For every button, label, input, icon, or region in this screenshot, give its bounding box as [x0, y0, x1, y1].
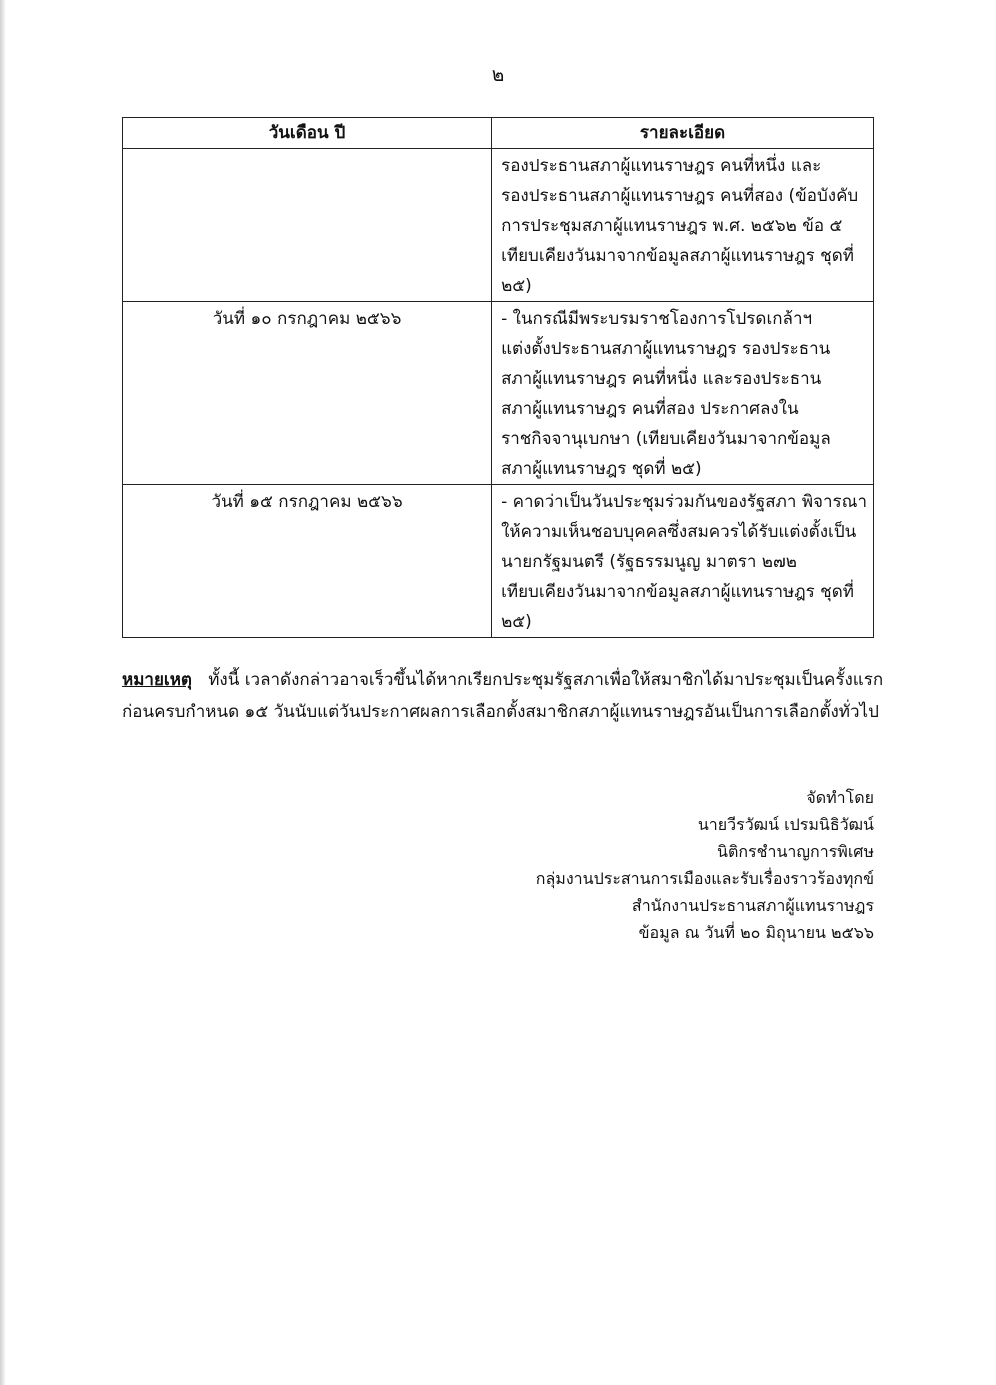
- detail-line: เทียบเคียงวันมาจากข้อมูลสภาผู้แทนราษฎร ชุดที่: [501, 246, 854, 266]
- detail-cell: [492, 149, 874, 302]
- detail-line: การประชุมสภาผู้แทนราษฎร พ.ศ. ๒๕๖๒ ข้อ ๕: [501, 216, 843, 236]
- page-edge-shadow: [0, 0, 6, 1385]
- detail-line: สภาผู้แทนราษฎร คนที่สอง ประกาศลงใน: [501, 399, 799, 419]
- remark-text-2: ก่อนครบกำหนด ๑๕ วันนับแต่วันประกาศผลการเลือกตั้งสมาชิกสภาผู้แทนราษฎรอันเป็นการเลือกตั้งทั่วไป: [122, 702, 879, 722]
- detail-line: ๒๕): [501, 276, 532, 296]
- schedule-table: [122, 117, 874, 638]
- date-cell: วันที่ ๑๐ กรกฎาคม ๒๕๖๖: [123, 302, 492, 485]
- page-number: ๒: [491, 64, 505, 86]
- detail-line: ๒๕): [501, 612, 532, 632]
- table-row: [123, 485, 874, 638]
- detail-line: สภาผู้แทนราษฎร ชุดที่ ๒๕): [501, 459, 702, 479]
- signature-block: [536, 784, 874, 946]
- table-row: [123, 149, 874, 302]
- detail-line: ราชกิจจานุเบกษา (เทียบเคียงวันมาจากข้อมูล: [501, 429, 831, 449]
- author-name: นายวีรวัฒน์ เปรมนิธิวัฒน์: [697, 815, 874, 834]
- detail-cell: [492, 302, 874, 485]
- detail-line: สภาผู้แทนราษฎร คนที่หนึ่ง และรองประธาน: [501, 369, 822, 389]
- author-division: กลุ่มงานประสานการเมืองและรับเรื่องราวร้องทุกข์: [535, 869, 874, 888]
- header-date: วันเดือน ปี: [123, 118, 492, 149]
- data-as-of-date: ข้อมูล ณ วันที่ ๒๐ มิถุนายน ๒๕๖๖: [638, 923, 874, 942]
- detail-line: - ในกรณีมีพระบรมราชโองการโปรดเกล้าฯ: [501, 309, 813, 329]
- author-office: สำนักงานประธานสภาผู้แทนราษฎร: [631, 896, 874, 915]
- date-cell: วันที่ ๑๕ กรกฎาคม ๒๕๖๖: [123, 485, 492, 638]
- detail-line: - คาดว่าเป็นวันประชุมร่วมกันของรัฐสภา พิจารณา: [501, 492, 867, 512]
- detail-line: แต่งตั้งประธานสภาผู้แทนราษฎร รองประธาน: [501, 339, 831, 359]
- table-header-row: [123, 118, 874, 149]
- remark-note: [122, 664, 882, 728]
- detail-line: รองประธานสภาผู้แทนราษฎร คนที่สอง (ข้อบังคับ: [501, 186, 859, 206]
- detail-line: รองประธานสภาผู้แทนราษฎร คนที่หนึ่ง และ: [501, 156, 822, 176]
- prepared-by-label: จัดทำโดย: [806, 788, 874, 807]
- remark-label: หมายเหตุ: [122, 670, 192, 690]
- remark-line-1: [122, 664, 882, 696]
- header-detail: รายละเอียด: [492, 118, 874, 149]
- author-position: นิติกรชำนาญการพิเศษ: [717, 842, 874, 861]
- table-row: [123, 302, 874, 485]
- date-cell: [123, 149, 492, 302]
- remark-text-1: ทั้งนี้ เวลาดังกล่าวอาจเร็วขึ้นได้หากเรียกประชุมรัฐสภาเพื่อให้สมาชิกได้มาประชุมเป็นครั้งแรก: [208, 670, 884, 690]
- detail-line: นายกรัฐมนตรี (รัฐธรรมนูญ มาตรา ๒๗๒: [501, 552, 797, 572]
- detail-line: ให้ความเห็นชอบบุคคลซึ่งสมควรได้รับแต่งตั้งเป็น: [501, 522, 857, 542]
- detail-line: เทียบเคียงวันมาจากข้อมูลสภาผู้แทนราษฎร ชุดที่: [501, 582, 854, 602]
- detail-cell: [492, 485, 874, 638]
